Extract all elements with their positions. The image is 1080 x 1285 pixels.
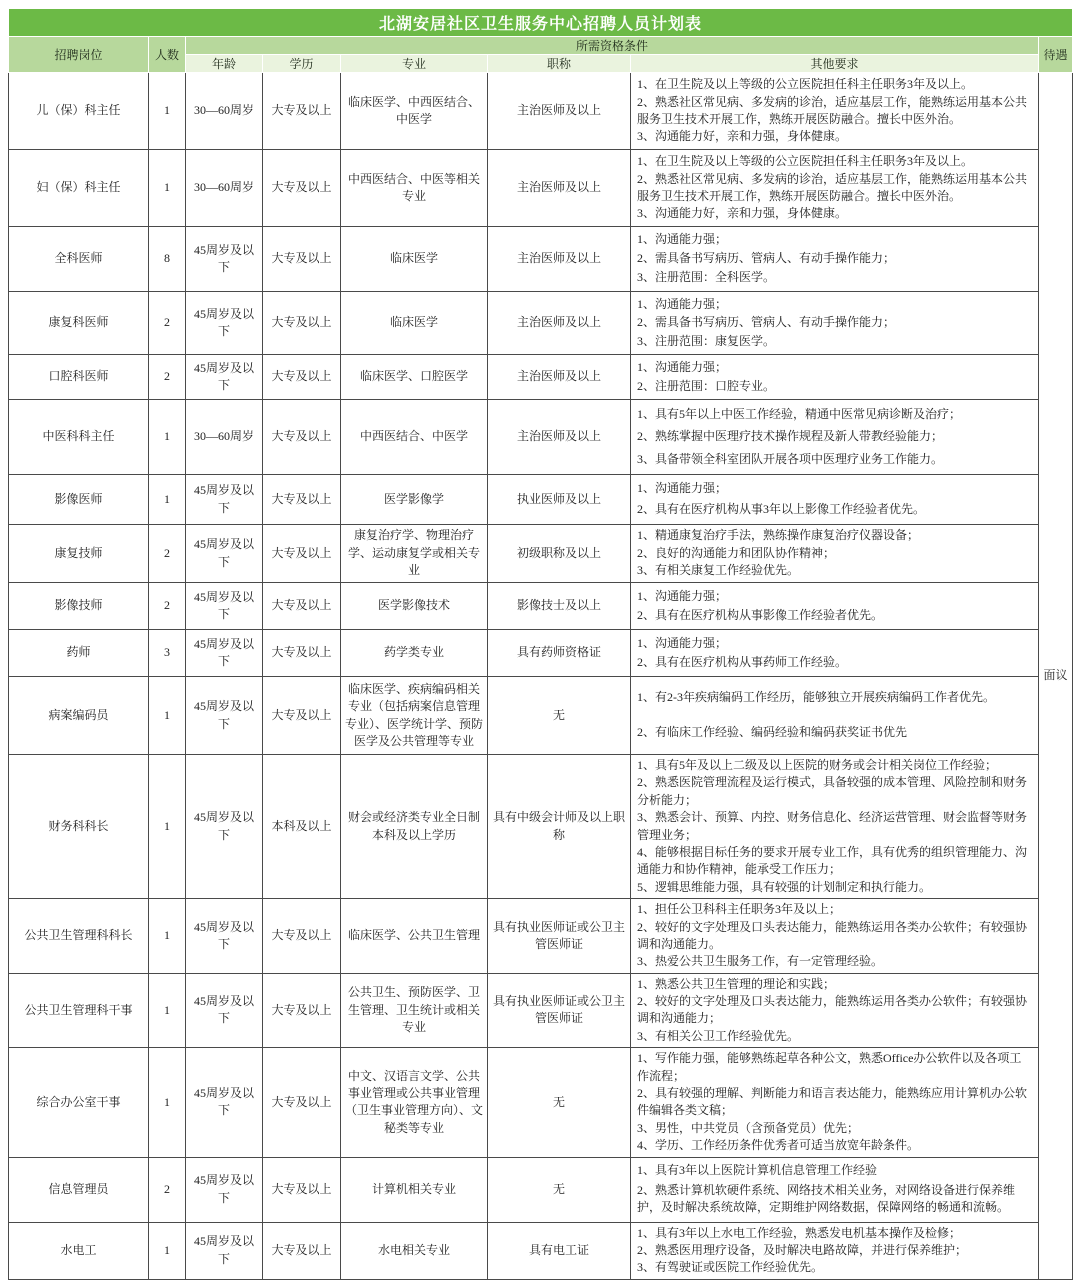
table-row (9, 899, 1073, 974)
cell-age: 45周岁及以下 (186, 677, 263, 755)
cell-position: 影像医师 (9, 475, 149, 525)
requirement-line: 1、沟通能力强； (637, 588, 728, 603)
cell-education: 大专及以上 (263, 973, 341, 1048)
requirement-line: 2、熟悉医院管理流程及运行模式，具备较强的成本管理、风险控制和财务分析能力； (637, 775, 1028, 807)
requirement-line: 1、熟悉公共卫生管理的理论和实践； (637, 976, 836, 991)
cell-position: 康复科医师 (9, 292, 149, 355)
header-row-main (9, 37, 1073, 55)
cell-other-requirements (631, 755, 1039, 899)
cell-education: 大专及以上 (263, 73, 341, 150)
requirement-line: 3、有驾驶证或医院工作经验优先。 (637, 1260, 824, 1275)
cell-education: 大专及以上 (263, 227, 341, 292)
header-education: 学历 (263, 55, 341, 73)
recruitment-table (8, 8, 1073, 1280)
header-major: 专业 (341, 55, 488, 73)
requirement-line: 1、沟通能力强； (637, 232, 728, 247)
cell-age: 45周岁及以下 (186, 227, 263, 292)
cell-education: 大专及以上 (263, 525, 341, 583)
cell-age: 45周岁及以下 (186, 630, 263, 677)
cell-education: 大专及以上 (263, 630, 341, 677)
cell-count: 3 (149, 630, 186, 677)
cell-position: 病案编码员 (9, 677, 149, 755)
requirement-line: 3、有相关公卫工作经验优先。 (637, 1028, 800, 1043)
cell-title: 初级职称及以上 (488, 525, 631, 583)
table-row (9, 400, 1073, 475)
cell-position: 康复技师 (9, 525, 149, 583)
table-body (9, 73, 1073, 1280)
cell-position: 公共卫生管理科干事 (9, 973, 149, 1048)
title-row (9, 9, 1073, 37)
requirement-line: 2、有临床工作经验、编码经验和编码获奖证书优先 (637, 725, 908, 740)
requirement-line: 2、需具备书写病历、管病人、有动手操作能力； (637, 251, 896, 266)
cell-education: 大专及以上 (263, 899, 341, 974)
table-row (9, 755, 1073, 899)
table-row (9, 677, 1073, 755)
cell-age: 30—60周岁 (186, 150, 263, 227)
cell-position: 财务科科长 (9, 755, 149, 899)
cell-age: 45周岁及以下 (186, 292, 263, 355)
requirement-line: 4、学历、工作经历条件优秀者可适当放宽年龄条件。 (637, 1138, 920, 1153)
table-row (9, 292, 1073, 355)
requirement-line: 2、熟悉社区常见病、多发病的诊治，适应基层工作，能熟练运用基本公共服务卫生技术开展工作，熟练开展医防融合。擅长中医外治。 (637, 94, 1028, 126)
cell-position: 儿（保）科主任 (9, 73, 149, 150)
requirement-line: 5、逻辑思维能力强，具有较强的计划制定和执行能力。 (637, 879, 932, 894)
cell-age: 45周岁及以下 (186, 1048, 263, 1157)
requirement-line: 2、熟悉社区常见病、多发病的诊治，适应基层工作，能熟练运用基本公共服务卫生技术开展工作，熟练开展医防融合。擅长中医外治。 (637, 171, 1028, 203)
cell-major: 临床医学、中西医结合、中医学 (341, 73, 488, 150)
cell-education: 大专及以上 (263, 1157, 341, 1222)
cell-count: 8 (149, 227, 186, 292)
requirement-line: 2、注册范围：口腔专业。 (637, 378, 776, 393)
cell-count: 2 (149, 525, 186, 583)
cell-other-requirements (631, 150, 1039, 227)
cell-major: 医学影像学 (341, 475, 488, 525)
cell-position: 口腔科医师 (9, 355, 149, 400)
header-position: 招聘岗位 (9, 37, 149, 73)
cell-other-requirements (631, 73, 1039, 150)
cell-position: 公共卫生管理科科长 (9, 899, 149, 974)
cell-count: 2 (149, 583, 186, 630)
cell-age: 45周岁及以下 (186, 899, 263, 974)
requirement-line: 1、沟通能力强； (637, 481, 728, 496)
cell-major: 临床医学 (341, 227, 488, 292)
cell-age: 45周岁及以下 (186, 755, 263, 899)
cell-position: 水电工 (9, 1222, 149, 1279)
cell-count: 1 (149, 755, 186, 899)
header-other-requirements: 其他要求 (631, 55, 1039, 73)
cell-count: 1 (149, 475, 186, 525)
cell-major: 临床医学、公共卫生管理 (341, 899, 488, 974)
cell-major: 临床医学、口腔医学 (341, 355, 488, 400)
cell-other-requirements (631, 227, 1039, 292)
requirement-line: 1、沟通能力强； (637, 635, 728, 650)
cell-position: 影像技师 (9, 583, 149, 630)
cell-title: 影像技士及以上 (488, 583, 631, 630)
cell-count: 2 (149, 355, 186, 400)
table-row (9, 630, 1073, 677)
cell-count: 1 (149, 973, 186, 1048)
requirement-line: 4、能够根据目标任务的要求开展专业工作，具有优秀的组织管理能力、沟通能力和协作精神，能承受工作压力； (637, 844, 1028, 877)
cell-title: 主治医师及以上 (488, 73, 631, 150)
requirement-line: 2、熟悉医用理疗设备，及时解决电路故障，并进行保养维护； (637, 1242, 968, 1257)
cell-other-requirements (631, 525, 1039, 583)
header-age: 年龄 (186, 55, 263, 73)
cell-age: 45周岁及以下 (186, 1157, 263, 1222)
cell-other-requirements (631, 899, 1039, 974)
requirement-line: 2、具有在医疗机构从事影像工作经验者优先。 (637, 608, 884, 623)
cell-education: 大专及以上 (263, 355, 341, 400)
requirement-line: 1、有2-3年疾病编码工作经历，能够独立开展疾病编码工作者优先。 (637, 690, 995, 705)
table-row (9, 583, 1073, 630)
requirement-line: 3、具备带领全科室团队开展各项中医理疗业务工作能力。 (637, 451, 944, 466)
cell-count: 1 (149, 677, 186, 755)
header-title: 职称 (488, 55, 631, 73)
cell-age: 45周岁及以下 (186, 355, 263, 400)
table-row (9, 475, 1073, 525)
header-count: 人数 (149, 37, 186, 73)
requirement-line: 3、热爱公共卫生服务工作，有一定管理经验。 (637, 954, 884, 969)
cell-age: 30—60周岁 (186, 73, 263, 150)
cell-major: 康复治疗学、物理治疗学、运动康复学或相关专业 (341, 525, 488, 583)
cell-age: 45周岁及以下 (186, 525, 263, 583)
requirement-line: 3、沟通能力好，亲和力强，身体健康。 (637, 129, 848, 144)
cell-other-requirements (631, 292, 1039, 355)
requirement-line: 2、具有在医疗机构从事药师工作经验。 (637, 655, 848, 670)
cell-title: 执业医师及以上 (488, 475, 631, 525)
cell-title: 主治医师及以上 (488, 227, 631, 292)
cell-other-requirements (631, 355, 1039, 400)
page-title: 北湖安居社区卫生服务中心招聘人员计划表 (9, 9, 1073, 37)
cell-age: 45周岁及以下 (186, 1222, 263, 1279)
cell-title: 无 (488, 1157, 631, 1222)
requirement-line: 1、具有3年以上水电工作经验，熟悉发电机基本操作及检修； (637, 1225, 962, 1240)
cell-title: 主治医师及以上 (488, 355, 631, 400)
requirement-line: 2、熟悉计算机软硬件系统、网络技术相关业务，对网络设备进行保养维护，及时解决系统故障，定期维护网络数据，保障网络的畅通和流畅。 (637, 1183, 1016, 1215)
cell-major: 中文、汉语言文学、公共事业管理或公共事业管理（卫生事业管理方向）、文秘类等专业 (341, 1048, 488, 1157)
cell-other-requirements (631, 400, 1039, 475)
table-row (9, 227, 1073, 292)
cell-title: 主治医师及以上 (488, 292, 631, 355)
cell-major: 中西医结合、中医学 (341, 400, 488, 475)
requirement-line: 3、熟悉会计、预算、内控、财务信息化、经济运营管理、财会监督等财务管理业务； (637, 810, 1028, 842)
cell-major: 计算机相关专业 (341, 1157, 488, 1222)
cell-title: 无 (488, 1048, 631, 1157)
cell-education: 大专及以上 (263, 1222, 341, 1279)
cell-other-requirements (631, 1048, 1039, 1157)
cell-education: 大专及以上 (263, 475, 341, 525)
requirement-line: 2、较好的文字处理及口头表达能力，能熟练运用各类办公软件；有较强协调和沟通能力； (637, 994, 1028, 1026)
requirement-line: 2、具有在医疗机构从事3年以上影像工作经验者优先。 (637, 502, 926, 517)
requirement-line: 2、需具备书写病历、管病人、有动手操作能力； (637, 315, 896, 330)
requirement-line: 3、有相关康复工作经验优先。 (637, 563, 800, 578)
table-row (9, 1222, 1073, 1279)
requirement-line: 2、良好的沟通能力和团队协作精神； (637, 545, 836, 560)
cell-other-requirements (631, 1157, 1039, 1222)
table-row (9, 355, 1073, 400)
cell-count: 1 (149, 899, 186, 974)
table-row (9, 525, 1073, 583)
cell-count: 1 (149, 73, 186, 150)
cell-age: 30—60周岁 (186, 400, 263, 475)
requirement-line: 1、具有5年以上中医工作经验，精通中医常见病诊断及治疗； (637, 406, 962, 421)
requirement-line: 3、沟通能力好，亲和力强，身体健康。 (637, 206, 848, 221)
requirement-line: 1、精通康复治疗手法，熟练操作康复治疗仪器设备； (637, 528, 920, 543)
header-qualifications: 所需资格条件 (186, 37, 1039, 55)
cell-title: 主治医师及以上 (488, 150, 631, 227)
requirement-line: 1、在卫生院及以上等级的公立医院担任科主任职务3年及以上。 (637, 77, 974, 92)
cell-other-requirements (631, 1222, 1039, 1279)
table-row (9, 150, 1073, 227)
requirement-line: 3、男性，中共党员（含预备党员）优先； (637, 1120, 860, 1135)
cell-education: 大专及以上 (263, 583, 341, 630)
requirement-line: 3、注册范围：全科医学。 (637, 270, 776, 285)
cell-major: 财会或经济类专业全日制本科及以上学历 (341, 755, 488, 899)
table-row (9, 1048, 1073, 1157)
cell-major: 公共卫生、预防医学、卫生管理、卫生统计或相关专业 (341, 973, 488, 1048)
requirement-line: 1、在卫生院及以上等级的公立医院担任科主任职务3年及以上。 (637, 154, 974, 169)
cell-major: 药学类专业 (341, 630, 488, 677)
cell-age: 45周岁及以下 (186, 475, 263, 525)
cell-title: 具有药师资格证 (488, 630, 631, 677)
cell-count: 1 (149, 400, 186, 475)
cell-title: 具有执业医师证或公卫主管医师证 (488, 973, 631, 1048)
cell-age: 45周岁及以下 (186, 973, 263, 1048)
cell-other-requirements (631, 973, 1039, 1048)
cell-education: 大专及以上 (263, 1048, 341, 1157)
requirement-line: 2、较好的文字处理及口头表达能力，能熟练运用各类办公软件；有较强协调和沟通能力。 (637, 919, 1028, 951)
cell-title: 无 (488, 677, 631, 755)
cell-position: 信息管理员 (9, 1157, 149, 1222)
requirement-line: 1、沟通能力强； (637, 360, 728, 375)
cell-education: 本科及以上 (263, 755, 341, 899)
cell-position: 中医科科主任 (9, 400, 149, 475)
requirement-line: 1、担任公卫科科主任职务3年及以上； (637, 902, 842, 917)
cell-major: 水电相关专业 (341, 1222, 488, 1279)
cell-position: 妇（保）科主任 (9, 150, 149, 227)
table-row (9, 73, 1073, 150)
requirement-line: 2、熟练掌握中医理疗技术操作规程及新人带教经验能力； (637, 429, 944, 444)
cell-major: 临床医学 (341, 292, 488, 355)
cell-other-requirements (631, 583, 1039, 630)
cell-position: 药师 (9, 630, 149, 677)
cell-major: 中西医结合、中医等相关专业 (341, 150, 488, 227)
cell-education: 大专及以上 (263, 150, 341, 227)
cell-title: 具有执业医师证或公卫主管医师证 (488, 899, 631, 974)
cell-other-requirements (631, 677, 1039, 755)
requirement-line: 1、具有5年及以上二级及以上医院的财务或会计相关岗位工作经验； (637, 758, 998, 772)
cell-title: 主治医师及以上 (488, 400, 631, 475)
cell-position: 综合办公室干事 (9, 1048, 149, 1157)
table-row (9, 1157, 1073, 1222)
cell-major: 医学影像技术 (341, 583, 488, 630)
cell-count: 1 (149, 150, 186, 227)
cell-treatment: 面议 (1039, 73, 1073, 1280)
cell-count: 2 (149, 1157, 186, 1222)
requirement-line: 1、写作能力强，能够熟练起草各种公文，熟悉Office办公软件以及各项工作流程； (637, 1051, 1022, 1083)
cell-other-requirements (631, 630, 1039, 677)
cell-other-requirements (631, 475, 1039, 525)
header-treatment: 待遇 (1039, 37, 1073, 73)
cell-education: 大专及以上 (263, 400, 341, 475)
requirement-line: 3、注册范围：康复医学。 (637, 333, 776, 348)
cell-count: 2 (149, 292, 186, 355)
requirement-line: 1、具有3年以上医院计算机信息管理工作经验 (637, 1163, 878, 1178)
cell-education: 大专及以上 (263, 292, 341, 355)
cell-title: 具有电工证 (488, 1222, 631, 1279)
cell-position: 全科医师 (9, 227, 149, 292)
requirement-line: 1、沟通能力强； (637, 296, 728, 311)
cell-title: 具有中级会计师及以上职称 (488, 755, 631, 899)
cell-count: 1 (149, 1048, 186, 1157)
cell-age: 45周岁及以下 (186, 583, 263, 630)
cell-major: 临床医学、疾病编码相关专业（包括病案信息管理专业）、医学统计学、预防医学及公共管理等专业 (341, 677, 488, 755)
cell-education: 大专及以上 (263, 677, 341, 755)
requirement-line: 2、具有较强的理解、判断能力和语言表达能力，能熟练应用计算机办公软件编辑各类文稿； (637, 1086, 1028, 1118)
cell-count: 1 (149, 1222, 186, 1279)
table-row (9, 973, 1073, 1048)
